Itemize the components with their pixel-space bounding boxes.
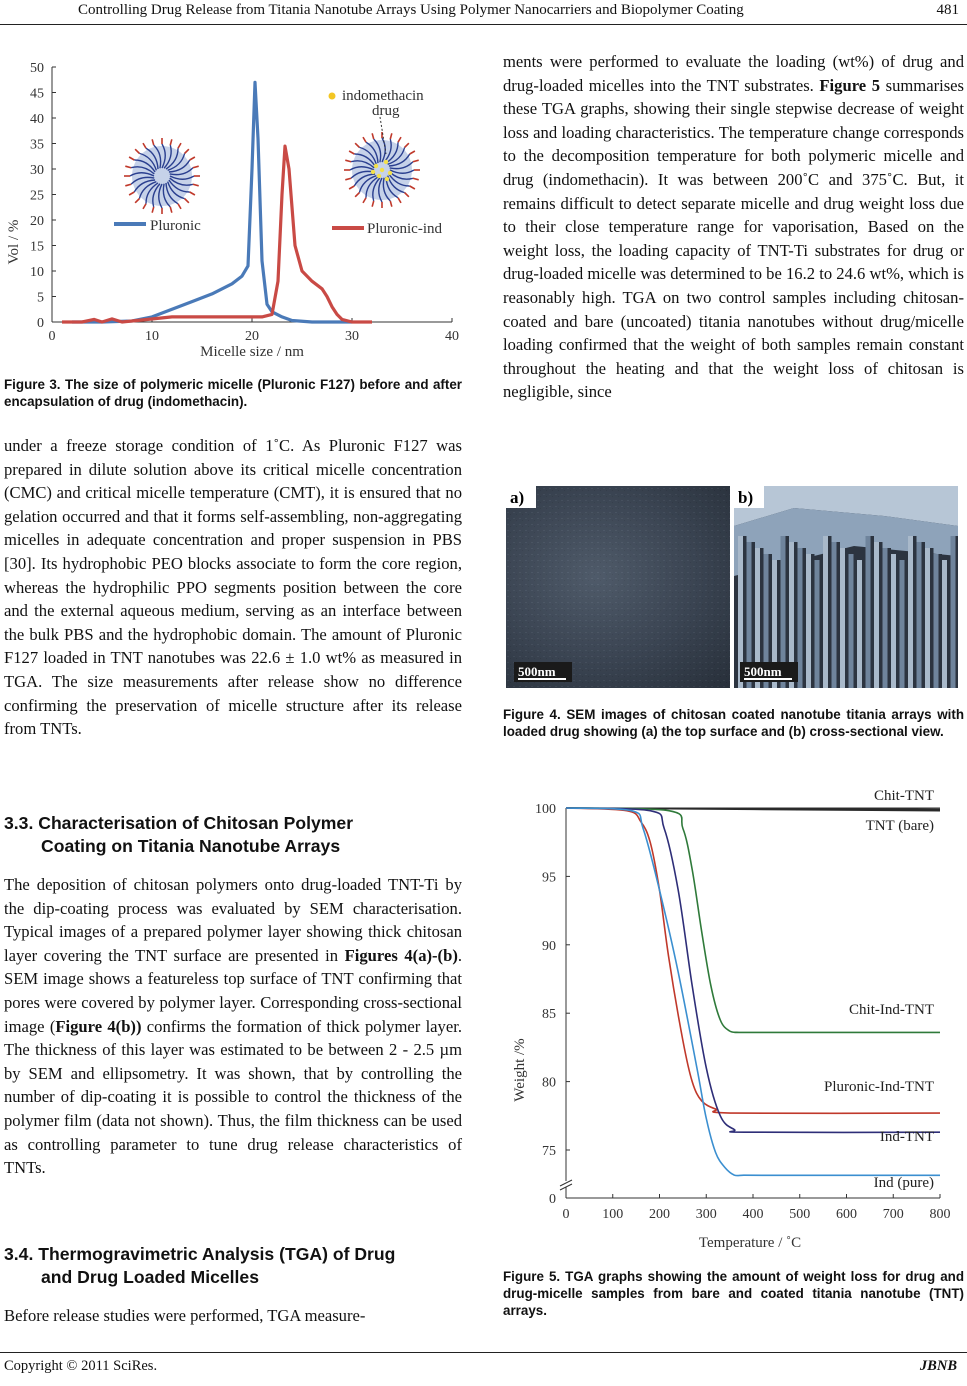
x-tick-label: 700 xyxy=(882,1207,904,1222)
heading-line: 3.4. Thermogravimetric Analysis (TGA) of Drug xyxy=(4,1244,396,1264)
paragraph-text: under a freeze storage condition of 1˚C. As Pluronic F127 was prepared in dilute solution above its critical micelle concentration (CMC) and critical micelle temperature (CMT), it is ensured that no gelation occurred and that it forms self-assembling, non-aggregating micelles in adequate concentration and proper suspension in PBS [30]. Its hydrophobic PEO blocks associate to form the core region, whereas the hydrophilic PPO segments position between the core and the external aqueous medium, serving as an interface between the bulk PBS and the hydrophobic domain. The amount of Pluronic F127 loaded in TNT nanotubes was 22.6 ± 1.0 wt% as measured in TGA. The size measurements after release show no difference confirming the preservation of micelle structure after its release from TNTs. xyxy=(4,436,462,739)
paragraph-text: Before release studies were performed, TGA measure- xyxy=(4,1306,366,1325)
y-tick-label: 95 xyxy=(542,870,556,886)
x-axis-label: Temperature / ˚C xyxy=(698,1235,802,1251)
micelle-illustration-loaded xyxy=(344,132,420,208)
series-label-pluronic-ind-tnt: Pluronic-Ind-TNT xyxy=(824,1079,934,1095)
x-tick-label: 800 xyxy=(929,1207,951,1222)
figure-reference: Figure 5 xyxy=(819,75,881,95)
running-title: Controlling Drug Release from Titania Nanotube Arrays Using Polymer Nanocarriers and Biopolymer Coating xyxy=(78,2,744,18)
page-number: 481 xyxy=(936,2,959,18)
y-tick-label: 10 xyxy=(30,265,44,280)
x-tick-label: 0 xyxy=(562,1207,570,1222)
copyright: Copyright © 2011 SciRes. xyxy=(4,1358,158,1374)
panel-label-b: b) xyxy=(738,488,754,507)
sem-image-cross-section xyxy=(734,486,958,688)
x-tick-label: 10 xyxy=(145,329,159,344)
section-heading-3-4 xyxy=(4,1243,464,1289)
series-line-pluronic xyxy=(72,82,352,322)
paragraph-text: summarises these TGA graphs, showing their single stepwise decrease of weight loss and loading characteristics. The temperature change corresponds to the decomposition temperature for both polymeric micelle and drug (indomethacin). It was between 200˚C and 375˚C. But, it remains difficult to detect separate micelle and drug weight loss due to their close temperature range for vaporisation, Based on the weight loss, the loading capacity of TNT-Ti substrates for drug or drug-loaded micelle was determined to be 16.2 to 24.6 wt%, which is reasonably high. TGA on two control samples including chitosan-coated and bare (uncoated) titania nanotubes without drug/micelle loading confirmed that the weight of both samples remain constant throughout the heating and that the weight loss of chitosan is negligible, since xyxy=(503,75,964,402)
figure-5-caption: Figure 5. TGA graphs showing the amount of weight loss for drug and drug-micelle samples from bare and coated titania nanotube (TNT) arrays. xyxy=(503,1269,964,1318)
paragraph-text: confirms the formation of thick polymer layer. The thickness of this layer was estimated to be between 2 - 2.5 µm by SEM and ellipsometry. It was shown, that by controlling the number of dip-coating it is possible to control the thickness of the polymer film (data not shown). Thus, the film thickness can be used as controlling parameter to tune drug release characteristics of TNTs. xyxy=(4,1016,462,1178)
figure-4-caption: Figure 4. SEM images of chitosan coated nanotube titania arrays with loaded drug showing (a) the top surface and (b) cross-sectional view. xyxy=(503,707,964,739)
legend-label-pluronic: Pluronic xyxy=(150,218,201,234)
y-tick-label: 5 xyxy=(37,290,44,306)
journal-abbrev: JBNB xyxy=(919,1358,957,1374)
x-tick-label: 40 xyxy=(445,329,459,344)
y-tick-label: 85 xyxy=(542,1007,556,1023)
legend-label-pluronic-ind: Pluronic-ind xyxy=(367,221,442,237)
y-tick-label: 0 xyxy=(37,316,44,331)
sem-image-top-surface xyxy=(506,486,730,688)
figure-3 xyxy=(0,52,470,362)
panel-label-a: a) xyxy=(510,488,525,507)
y-tick-label: 50 xyxy=(30,61,44,76)
paragraph-text: . SEM image shows a featureless top surface of TNT confirming that pores were covered by polymer layer. Corresponding cross-sectional image ( xyxy=(4,945,462,1036)
figure-4 xyxy=(506,486,958,688)
figure-3-caption: Figure 3. The size of polymeric micelle (Pluronic F127) before and after encapsulation of drug (indomethacin). xyxy=(4,377,462,409)
y-tick-label: 40 xyxy=(30,112,44,127)
x-tick-label: 200 xyxy=(649,1207,670,1222)
figure-5 xyxy=(506,780,964,1260)
x-tick-label: 100 xyxy=(602,1207,624,1222)
series-line-ind-pure xyxy=(566,808,940,1176)
left-paragraph-3 xyxy=(4,1304,462,1328)
paragraph-text: ments were performed to evaluate the loading (wt%) of drug and drug-loaded micelles into the TNT substrates. xyxy=(503,52,964,95)
y-tick-label: 75 xyxy=(542,1144,556,1159)
running-header xyxy=(0,0,967,24)
y-tick-label: 80 xyxy=(542,1075,556,1091)
y-axis-label: Vol / % xyxy=(6,219,22,265)
y-tick-label: 30 xyxy=(30,163,44,178)
series-label-tnt-bare: TNT (bare) xyxy=(865,818,934,834)
footer-rule xyxy=(0,1352,967,1353)
y-tick-label: 20 xyxy=(30,214,44,229)
x-tick-label: 500 xyxy=(789,1207,811,1222)
y-tick-label: 25 xyxy=(30,188,44,204)
x-axis-label: Micelle size / nm xyxy=(200,344,304,360)
series-label-chit-ind-tnt: Chit-Ind-TNT xyxy=(849,1002,934,1018)
drug-marker-icon xyxy=(329,93,336,100)
micelle-illustration-empty xyxy=(124,138,200,214)
series-line-pluronic-ind xyxy=(62,146,372,322)
y-tick-label: 0 xyxy=(549,1192,556,1207)
figure-5-chart xyxy=(506,780,964,1260)
x-tick-label: 600 xyxy=(836,1207,857,1222)
figure-3-chart xyxy=(0,52,470,362)
heading-line: Coating on Titania Nanotube Arrays xyxy=(41,836,341,856)
paragraph-text: The deposition of chitosan polymers onto drug-loaded TNT-Ti by the dip-coating process was evaluated by SEM characterisation. Typical images of a prepared polymer layer showing thick chitosan layer covering the TNT surface are presented in xyxy=(4,875,462,965)
header-rule xyxy=(0,24,967,25)
figure-reference: Figure 4(b)) xyxy=(55,1016,142,1036)
figure-reference: Figures 4(a)-(b) xyxy=(344,945,458,965)
annotation-drug: drug xyxy=(372,103,400,119)
right-paragraph-1 xyxy=(503,50,964,404)
y-tick-label: 45 xyxy=(30,86,44,102)
axis-break xyxy=(560,1181,572,1187)
scale-bar-label-a: 500nm xyxy=(518,664,556,679)
section-heading-3-3 xyxy=(4,812,464,858)
y-tick-label: 35 xyxy=(30,137,44,153)
series-label-chit-tnt: Chit-TNT xyxy=(874,788,934,804)
y-tick-label: 100 xyxy=(535,802,556,817)
left-paragraph-2 xyxy=(4,873,462,1180)
y-tick-label: 15 xyxy=(30,239,44,255)
left-paragraph-1 xyxy=(4,434,462,741)
series-line-pluronic-ind-tnt xyxy=(566,808,940,1113)
y-tick-label: 90 xyxy=(542,938,556,954)
heading-line: and Drug Loaded Micelles xyxy=(41,1267,260,1287)
heading-line: 3.3. Characterisation of Chitosan Polymer xyxy=(4,813,354,833)
x-tick-label: 300 xyxy=(695,1207,717,1222)
x-tick-label: 0 xyxy=(48,329,56,344)
x-tick-label: 30 xyxy=(345,329,359,344)
series-line-chit-ind-tnt xyxy=(566,808,940,1032)
series-label-ind-pure: Ind (pure) xyxy=(873,1175,934,1191)
series-label-ind-tnt: Ind-TNT xyxy=(879,1129,934,1145)
x-tick-label: 20 xyxy=(245,329,259,344)
scale-bar-label-b: 500nm xyxy=(744,664,782,679)
y-axis-label: Weight /% xyxy=(512,1038,528,1102)
x-tick-label: 400 xyxy=(742,1207,764,1222)
annotation-indomethacin: indomethacin xyxy=(342,88,424,104)
